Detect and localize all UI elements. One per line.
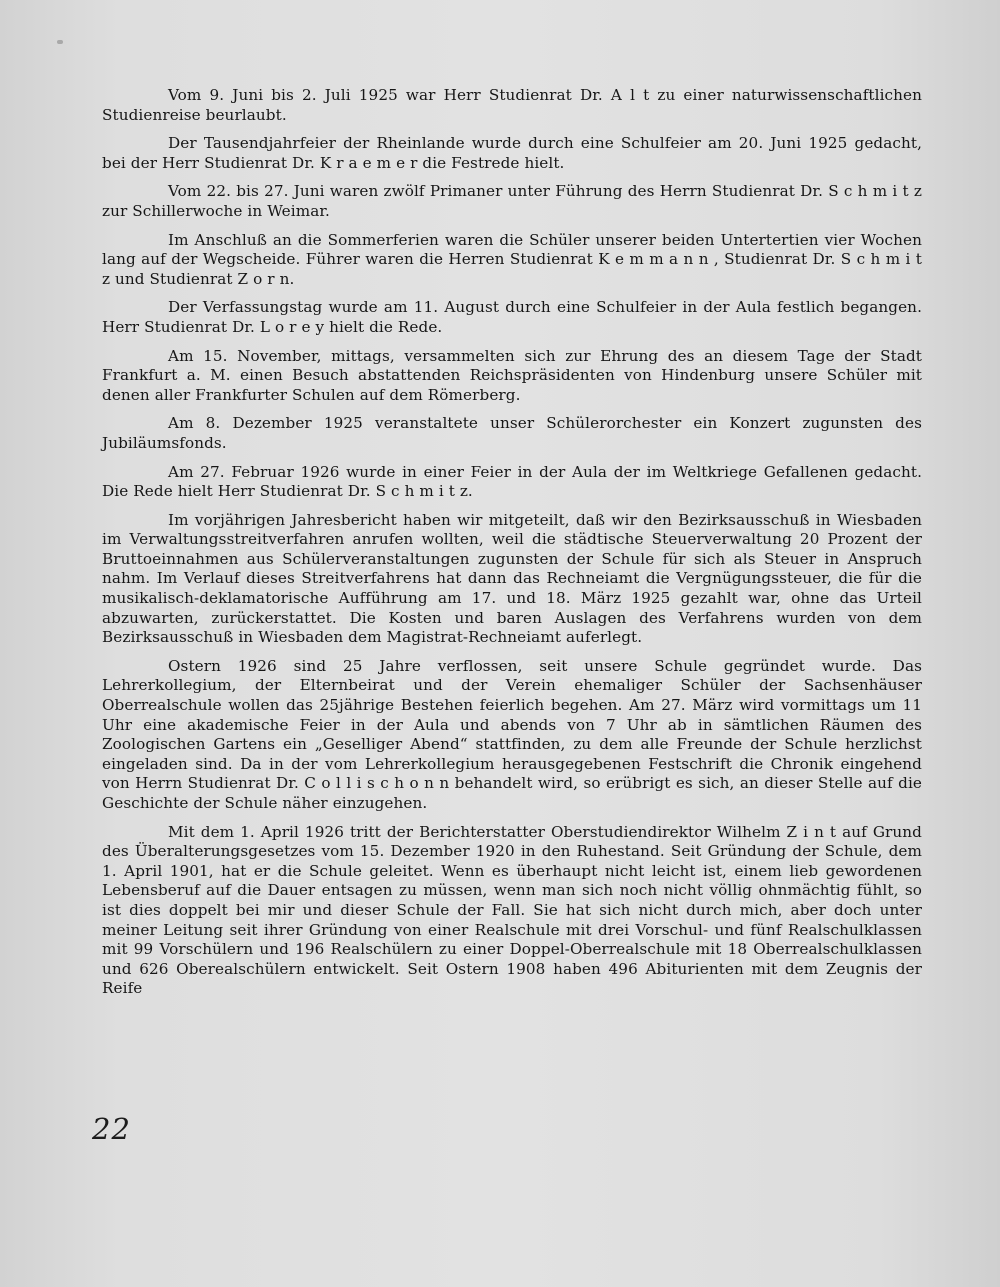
paragraph-konzert: Am 8. Dezember 1925 veranstaltete unser Schülerorchester ein Konzert zugunsten des Jubiläumsfonds. [102,414,922,452]
paragraph-verfassungstag: Der Verfassungstag wurde am 11. August durch eine Schulfeier in der Aula festlich begangen. Herr Studienrat Dr. L o r e y hielt die Rede. [102,298,922,336]
paragraph-jubilaeum: Ostern 1926 sind 25 Jahre verflossen, seit unsere Schule gegründet wurde. Das Lehrerkollegium, der Elternbeirat und der Verein ehemaliger Schüler der Sachsenhäuser Oberrealschule wollen das 25jährige Bestehen feierlich begehen. Am 27. März wird vormittags um 11 Uhr eine akademische Feier in der Aula und abends von 7 Uhr ab in sämtlichen Räumen des Zoologischen Gartens ein „Geselliger Abend“ stattfinden, zu dem alle Freunde der Schule herzlichst eingeladen sind. Da in der vom Lehrerkollegium herausgegebenen Festschrift die Chronik eingehend von Herrn Studienrat Dr. C o l l i s c h o n n behandelt wird, so erübrigt es sich, an dieser Stelle auf die Geschichte der Schule näher einzugehen. [102,656,922,812]
scan-speck [57,40,63,44]
paragraph-schillerwoche: Vom 22. bis 27. Juni waren zwölf Primaner unter Führung des Herrn Studienrat Dr. S c h m i t z zur Schillerwoche in Weimar. [102,182,922,220]
page-number: 22 [92,1112,131,1146]
body-text [102,86,922,1008]
paragraph-tausendjahrfeier: Der Tausendjahrfeier der Rheinlande wurde durch eine Schulfeier am 20. Juni 1925 gedacht, bei der Herr Studienrat Dr. K r a e m e r die Festrede hielt. [102,134,922,172]
paragraph-hindenburg: Am 15. November, mittags, versammelten sich zur Ehrung des an diesem Tage der Stadt Frankfurt a. M. einen Besuch abstattenden Reichspräsidenten von Hindenburg unsere Schüler mit denen aller Frankfurter Schulen auf dem Römerberg. [102,346,922,404]
paragraph-gefallenen-feier: Am 27. Februar 1926 wurde in einer Feier in der Aula der im Weltkriege Gefallenen gedacht. Die Rede hielt Herr Studienrat Dr. S c h m i t z. [102,462,922,501]
paragraph-wegscheide: Im Anschluß an die Sommerferien waren die Schüler unserer beiden Untertertien vier Wochen lang auf der Wegscheide. Führer waren die Herren Studienrat K e m m a n n , Studienrat Dr. S c h m i t z und Studienrat Z o r n. [102,230,922,288]
paragraph-alt-studienreise: Vom 9. Juni bis 2. Juli 1925 war Herr Studienrat Dr. A l t zu einer naturwissenschaftlichen Studienreise beurlaubt. [102,86,922,124]
paragraph-ruhestand: Mit dem 1. April 1926 tritt der Berichterstatter Oberstudiendirektor Wilhelm Z i n t auf Grund des Überalterungsgesetzes vom 15. Dezember 1920 in den Ruhestand. Seit Gründung der Schule, dem 1. April 1901, hat er die Schule geleitet. Wenn es überhaupt nicht leicht ist, einem lieb gewordenen Lebensberuf auf die Dauer entsagen zu müssen, wenn man sich noch nicht völlig ohnmächtig fühlt, so ist dies doppelt bei mir und dieser Schule der Fall. Sie hat sich nicht durch mich, aber doch unter meiner Leitung seit ihrer Gründung von einer Realschule mit drei Vorschul- und fünf Realschulklassen mit 99 Vorschülern und 196 Realschülern zu einer Doppel-Oberrealschule mit 18 Oberrealschulklassen und 626 Oberealschülern entwickelt. Seit Ostern 1908 haben 496 Abiturienten mit dem Zeugnis der Reife [102,822,922,998]
paragraph-steuerverfahren: Im vorjährigen Jahresbericht haben wir mitgeteilt, daß wir den Bezirksausschuß in Wiesbaden im Verwaltungsstreitverfahren anrufen wollten, weil die städtische Steuerverwaltung 20 Prozent der Bruttoeinnahmen aus Schülerveranstaltungen zugunsten der Schule für sich als Steuer in Anspruch nahm. Im Verlauf dieses Streitverfahrens hat dann das Rechneiamt die Vergnügungssteuer, die für die musikalisch-deklamatorische Aufführung am 17. und 18. März 1925 gezahlt war, ohne das Urteil abzuwarten, zurückerstattet. Die Kosten und baren Auslagen des Verfahrens wurden von dem Bezirksausschuß in Wiesbaden dem Magistrat-Rechneiamt auferlegt. [102,510,922,647]
